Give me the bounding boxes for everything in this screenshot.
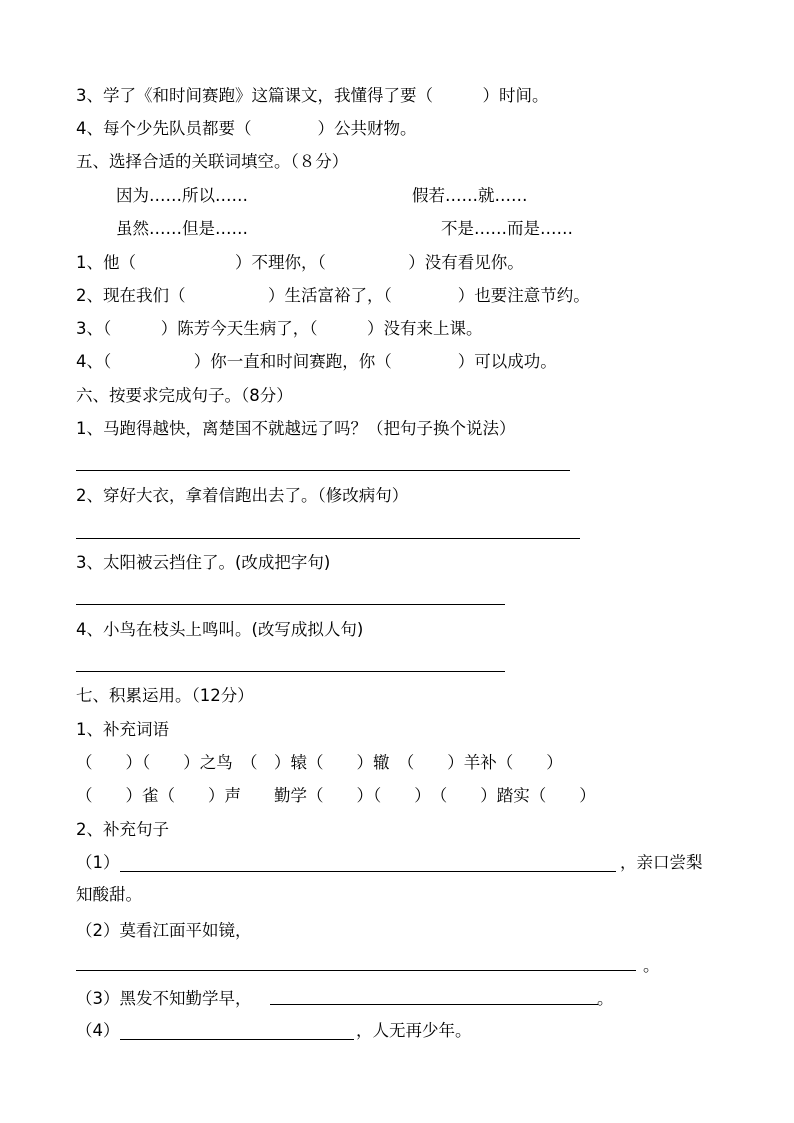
poem-4-suffix: ，人无再少年。: [356, 1021, 472, 1040]
poem-3-blank[interactable]: [270, 1004, 598, 1005]
poem-1-suffix: ，亲口尝梨: [620, 853, 703, 872]
sentence-q2: 2、穿好大衣，拿着信跑出去了。（修改病句）: [76, 486, 409, 505]
answer-line-3[interactable]: [76, 604, 505, 605]
poem-4-prefix: （4）: [76, 1021, 120, 1040]
answer-line-2[interactable]: [76, 538, 580, 539]
conjunction-q2: 2、现在我们（ ）生活富裕了，（ ）也要注意节约。: [76, 286, 590, 305]
conjunction-option-1: 因为……所以……: [116, 186, 248, 205]
conjunction-q1: 1、他（ ）不理你，（ ）没有看见你。: [76, 253, 524, 272]
conjunction-q4: 4、（ ）你一直和时间赛跑，你（ ）可以成功。: [76, 352, 557, 371]
fill-blank-q3: 3、学了《和时间赛跑》这篇课文，我懂得了要（ ）时间。: [76, 86, 549, 105]
poem-2-blank[interactable]: [76, 970, 636, 971]
section-five-heading: 五、选择合适的关联词填空。（８分）: [76, 152, 349, 171]
sentence-q3: 3、太阳被云挡住了。(改成把字句): [76, 553, 331, 572]
conjunction-option-2: 假若……就……: [412, 186, 528, 205]
answer-line-1[interactable]: [76, 470, 570, 471]
sentence-q1: 1、马跑得越快，离楚国不就越远了吗？（把句子换个说法）: [76, 419, 516, 438]
idiom-subheading: 1、补充词语: [76, 720, 169, 739]
idiom-row-2: （ ）雀（ ）声 勤学（ ）（ ） （ ）踏实（ ）: [76, 786, 596, 805]
poem-1-prefix: （1）: [76, 853, 120, 872]
idiom-row-1: （ ）（ ）之鸟 （ ）辕（ ）辙 （ ）羊补（ ）: [76, 753, 563, 772]
poem-2-prefix: （2）莫看江面平如镜，: [76, 921, 252, 940]
conjunction-q3: 3、（ ）陈芳今天生病了，（ ）没有来上课。: [76, 319, 483, 338]
section-six-heading: 六、按要求完成句子。（8分）: [76, 386, 293, 405]
poem-2-end: 。: [643, 956, 660, 975]
poem-3-end: 。: [597, 989, 614, 1008]
answer-line-4[interactable]: [76, 671, 505, 672]
poem-1-continuation: 知酸甜。: [76, 885, 142, 904]
fill-blank-q4: 4、每个少先队员都要（ ）公共财物。: [76, 119, 417, 138]
poem-1-blank[interactable]: [120, 871, 616, 872]
section-seven-heading: 七、积累运用。（12分）: [76, 686, 254, 705]
conjunction-option-3: 虽然……但是……: [116, 219, 248, 238]
conjunction-option-4: 不是……而是……: [441, 219, 573, 238]
poem-subheading: 2、补充句子: [76, 820, 169, 839]
sentence-q4: 4、小鸟在枝头上鸣叫。(改写成拟人句): [76, 620, 364, 639]
poem-4-blank[interactable]: [120, 1039, 354, 1040]
poem-3-prefix: （3）黑发不知勤学早，: [76, 989, 252, 1008]
